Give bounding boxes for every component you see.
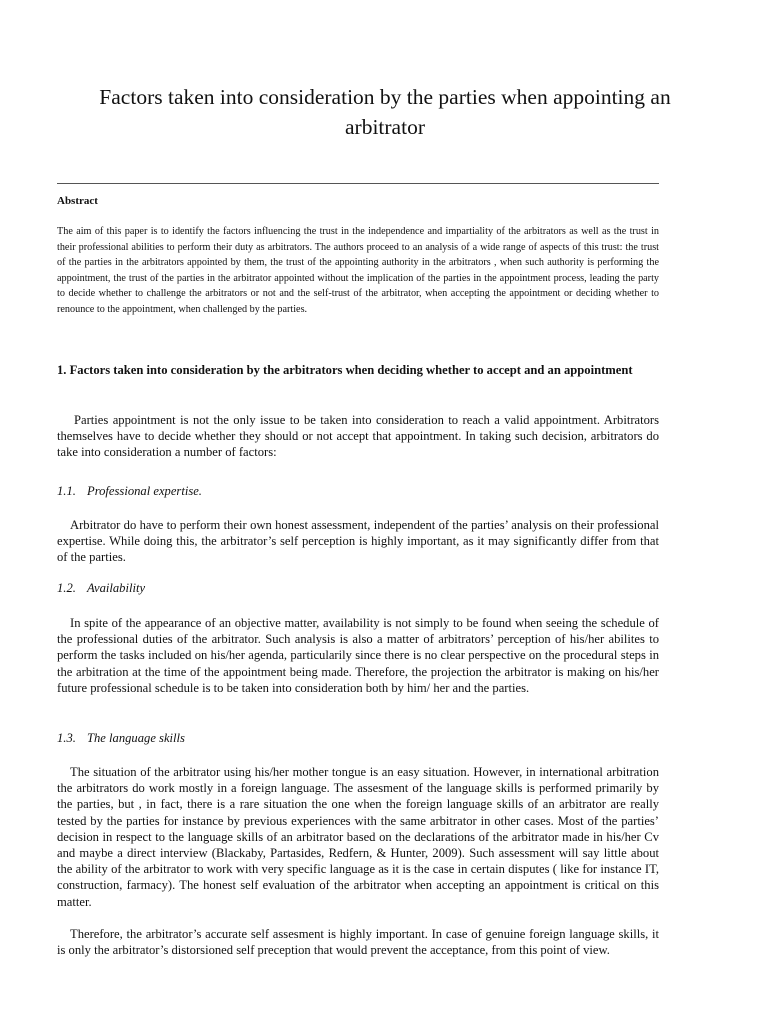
subsection-1-2-heading	[57, 581, 145, 596]
subsection-1-3-heading	[57, 731, 185, 746]
subsection-number: 1.2.	[57, 581, 76, 595]
subsection-1-3-paragraph-1: The situation of the arbitrator using his/her mother tongue is an easy situation. However, in international arbitration the arbitrators do work mostly in a foreign language. The assesment of the language skills is performed primarily by the parties, but , in fact, there is a rare situation the one when the foreign language skills of an arbitrator are really tested by the parties for instance by previous experiences with the same arbitrator in other cases. Most of the parties’ decision in respect to the language skills of an arbitrator based on the declarations of the arbitrator made in his/her Cv and maybe a direct interview (Blackaby, Partasides, Redfern, & Hunter, 2009). Such assessment will say little about the ability of the arbitrator to work with very specific language as it is the case in certain disputes ( like for instance IT, construction, farmacy). The honest self evaluation of the arbitrator when accepting an appointment is critical on this matter.	[57, 765, 659, 909]
abstract-heading: Abstract	[57, 195, 98, 207]
subsection-title: Availability	[87, 581, 146, 595]
section-1-heading: 1. Factors taken into consideration by the arbitrators when deciding whether to accept and an appointment	[57, 363, 633, 377]
subsection-1-3-paragraph-2: Therefore, the arbitrator’s accurate self assesment is highly important. In case of genuine foreign language skills, it is only the arbitrator’s distorsioned self preception that would prevent the acceptance, from this point of view.	[57, 927, 659, 958]
subsection-title: The language skills	[87, 731, 185, 745]
title-divider	[57, 183, 659, 184]
subsection-1-1-paragraph: Arbitrator do have to perform their own honest assessment, independent of the parties’ analysis on their professional expertise. While doing this, the arbitrator’s self perception is highly important, as it may significantly differ from that of the parties.	[57, 518, 659, 565]
abstract-text: The aim of this paper is to identify the factors influencing the trust in the independence and impartiality of the arbitrators as well as the trust in their professional abilities to perform their duty as arbitrators. The authors proceed to an analysis of a wide range of aspects of this trust: the trust of the parties in the arbitrators appointed by them, the trust of the appointing authority in the arbitrators , when such authority is performing the appointment, the trust of the parties in the arbitrator appointed without the implication of the parties in the appointment process, leading the party to decide whether to challenge the arbitrators or not and the self-trust of the arbitrator, when accepting the appointment or deciding whether to renounce to the appointment, when challenged by the parties.	[57, 226, 659, 315]
subsection-number: 1.1.	[57, 484, 76, 498]
subsection-1-2-paragraph: In spite of the appearance of an objective matter, availability is not simply to be found when seeing the schedule of the professional duties of the arbitrator. Such analysis is also a matter of arbitrators’ perception of his/her abilites to perform the tasks included on his/her agenda, particularily since there is no clear perspective on the procedural steps in the arbitration at the time of the appointment being made. Therefore, the projection the arbitrator is making on his/her future professional schedule is to be taken into consideration both by him/ her and the parties.	[57, 616, 659, 695]
subsection-title: Professional expertise.	[87, 484, 202, 498]
subsection-number: 1.3.	[57, 731, 76, 745]
subsection-1-1-heading	[57, 484, 202, 499]
document-title: Factors taken into consideration by the parties when appointing an arbitrator	[99, 85, 671, 139]
section-1-intro: Parties appointment is not the only issue to be taken into consideration to reach a valid appointment. Arbitrators themselves have to decide whether they should or not accept that appointment. In taking such decision, arbitrators do take into consideration a number of factors:	[57, 413, 659, 460]
